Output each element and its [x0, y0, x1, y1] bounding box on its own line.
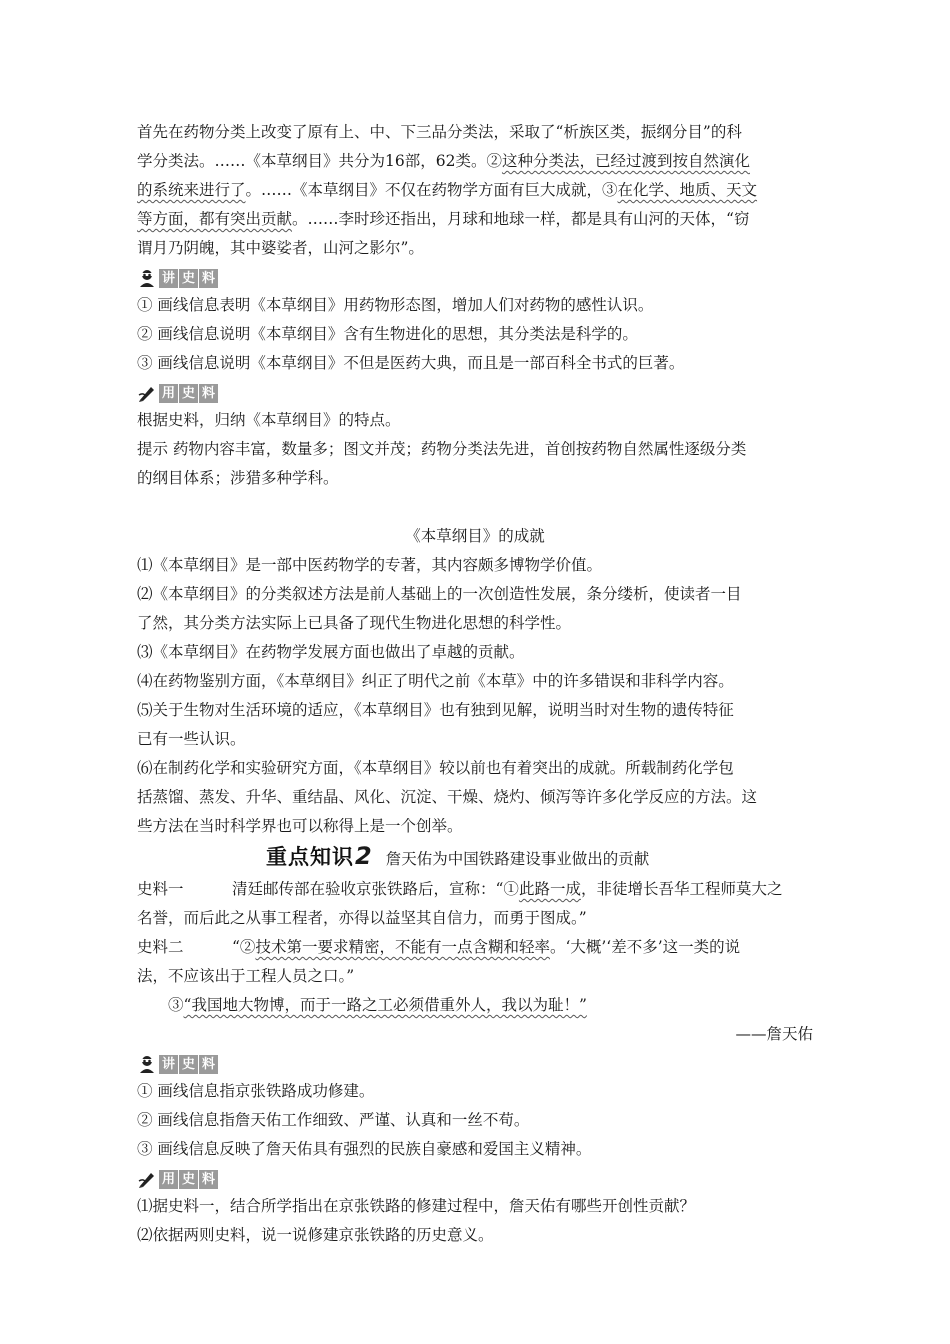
source2-line-2: 法，不应该出于工程人员之口。” — [137, 967, 355, 985]
achievement-line: ⑶《本草纲目》在药物学发展方面也做出了卓越的贡献。 — [137, 643, 525, 661]
text: ，非徒增长吾华工程师莫大之 — [580, 880, 783, 898]
key-knowledge-number: 2 — [355, 842, 372, 870]
badge-char: 讲 — [159, 1055, 178, 1074]
source1-line-2: 名誉，而后此之从事工程者，亦得以益坚其自信力，而勇于图成。” — [137, 909, 587, 927]
use1-question: 根据史料，归纳《本草纲目》的特点。 — [137, 411, 401, 429]
underlined-text: 这种分类法，已经过渡到按自然演化 — [501, 152, 750, 170]
badge-char: 用 — [159, 1170, 178, 1189]
student-icon — [137, 1054, 157, 1074]
text: 清廷邮传部在验收京张铁路后，宣称：“① — [232, 880, 519, 898]
student-icon — [137, 268, 157, 288]
text: ③ — [168, 996, 184, 1014]
source1-label: 史料一 — [137, 880, 184, 898]
badge-char: 料 — [199, 269, 218, 288]
text: “② — [232, 938, 256, 956]
badge-char: 史 — [179, 1170, 198, 1189]
text: 。……《本草纲目》不仅在药物学方面有巨大成就，③ — [245, 181, 618, 199]
source2-line-1 — [137, 933, 813, 962]
explain2-item: ③ 画线信息反映了詹天佑具有强烈的民族自豪感和爱国主义精神。 — [137, 1140, 592, 1158]
explain-badge — [137, 1051, 813, 1077]
achievement-line: 些方法在当时科学界也可以称得上是一个创举。 — [137, 817, 463, 835]
quote-author: ——詹天佑 — [735, 1025, 813, 1043]
intro-line-2 — [137, 147, 813, 176]
use1-hint-line-1: 提示 药物内容丰富，数量多；图文并茂；药物分类法先进，首创按药物自然属性逐级分类 — [137, 440, 747, 458]
badge-char: 史 — [179, 1055, 198, 1074]
intro-line-5: 谓月乃阴魄，其中婆娑者，山河之影尔”。 — [137, 239, 424, 257]
key-knowledge-subtitle: 詹天佑为中国铁路建设事业做出的贡献 — [385, 850, 650, 868]
explain-badge — [137, 265, 813, 291]
intro-line-4 — [137, 205, 813, 234]
use2-question: ⑴据史料一，结合所学指出在京张铁路的修建过程中，詹天佑有哪些开创性贡献？ — [137, 1197, 696, 1215]
badge-char: 讲 — [159, 269, 178, 288]
badge-char: 料 — [199, 384, 218, 403]
source3-line — [137, 991, 813, 1020]
explain1-item: ① 画线信息表明《本草纲目》用药物形态图，增加人们对药物的感性认识。 — [137, 296, 654, 314]
achievement-line: ⑵《本草纲目》的分类叙述方法是前人基础上的一次创造性发展，条分缕析，使读者一目 — [137, 585, 742, 603]
intro-line-3 — [137, 176, 813, 205]
text: 。……李时珍还指出，月球和地球一样，都是具有山河的天体，“窃 — [292, 210, 750, 228]
achievement-line: 括蒸馏、蒸发、升华、重结晶、风化、沉淀、干燥、烧灼、倾泻等许多化学反应的方法。这 — [137, 788, 758, 806]
use-badge — [137, 1166, 813, 1192]
use1-hint-line-2: 的纲目体系；涉猎多种学科。 — [137, 469, 339, 487]
achievement-line: ⑷在药物鉴别方面，《本草纲目》纠正了明代之前《本草》中的许多错误和非科学内容。 — [137, 672, 734, 690]
badge-char: 料 — [199, 1170, 218, 1189]
source2-label: 史料二 — [137, 938, 184, 956]
underlined-text: 的系统来进行了 — [137, 181, 246, 199]
key-knowledge-heading — [266, 841, 813, 875]
achievement-line: ⑸关于生物对生活环境的适应，《本草纲目》也有独到见解，说明当时对生物的遗传特征 — [137, 701, 734, 719]
use-badge — [137, 380, 813, 406]
underlined-text: 等方面，都有突出贡献 — [137, 210, 293, 228]
achievement-line: 了然，其分类方法实际上已具备了现代生物进化思想的科学性。 — [137, 614, 572, 632]
key-knowledge-label: 重点知识 — [266, 845, 354, 869]
badge-char: 史 — [179, 384, 198, 403]
underlined-text: 此路一成 — [518, 880, 581, 898]
explain2-item: ② 画线信息指詹天佑工作细致、严谨、认真和一丝不苟。 — [137, 1111, 530, 1129]
underlined-text: “我国地大物博，而于一路之工必须借重外人，我以为耻！” — [183, 996, 587, 1014]
badge-char: 史 — [179, 269, 198, 288]
pen-hand-icon — [137, 383, 157, 403]
explain1-item: ③ 画线信息说明《本草纲目》不但是医药大典，而且是一部百科全书式的巨著。 — [137, 354, 685, 372]
badge-char: 用 — [159, 384, 178, 403]
text: 。‘大概’‘差不多’这一类的说 — [549, 938, 741, 956]
achievement-line: ⑹在制药化学和实验研究方面，《本草纲目》较以前也有着突出的成就。所载制药化学包 — [137, 759, 734, 777]
badge-char: 料 — [199, 1055, 218, 1074]
document-page — [137, 118, 813, 1250]
intro-line-1: 首先在药物分类上改变了原有上、中、下三品分类法，采取了“析族区类，振纲分目”的科 — [137, 123, 742, 141]
achievement-line: 已有一些认识。 — [137, 730, 246, 748]
underlined-text: 技术第一要求精密，不能有一点含糊和轻率 — [255, 938, 550, 956]
explain2-item: ① 画线信息指京张铁路成功修建。 — [137, 1082, 375, 1100]
achievement-line: ⑴《本草纲目》是一部中医药物学的专著，其内容颇多博物学价值。 — [137, 556, 603, 574]
text: 学分类法。……《本草纲目》共分为16部，62类。② — [137, 152, 502, 170]
spacer — [137, 493, 813, 522]
use2-question: ⑵依据两则史料，说一说修建京张铁路的历史意义。 — [137, 1226, 494, 1244]
achievements-title: 《本草纲目》的成就 — [405, 527, 545, 545]
source1-line-1 — [137, 875, 813, 904]
explain1-item: ② 画线信息说明《本草纲目》含有生物进化的思想，其分类法是科学的。 — [137, 325, 638, 343]
underlined-text: 在化学、地质、天文 — [617, 181, 758, 199]
pen-hand-icon — [137, 1169, 157, 1189]
